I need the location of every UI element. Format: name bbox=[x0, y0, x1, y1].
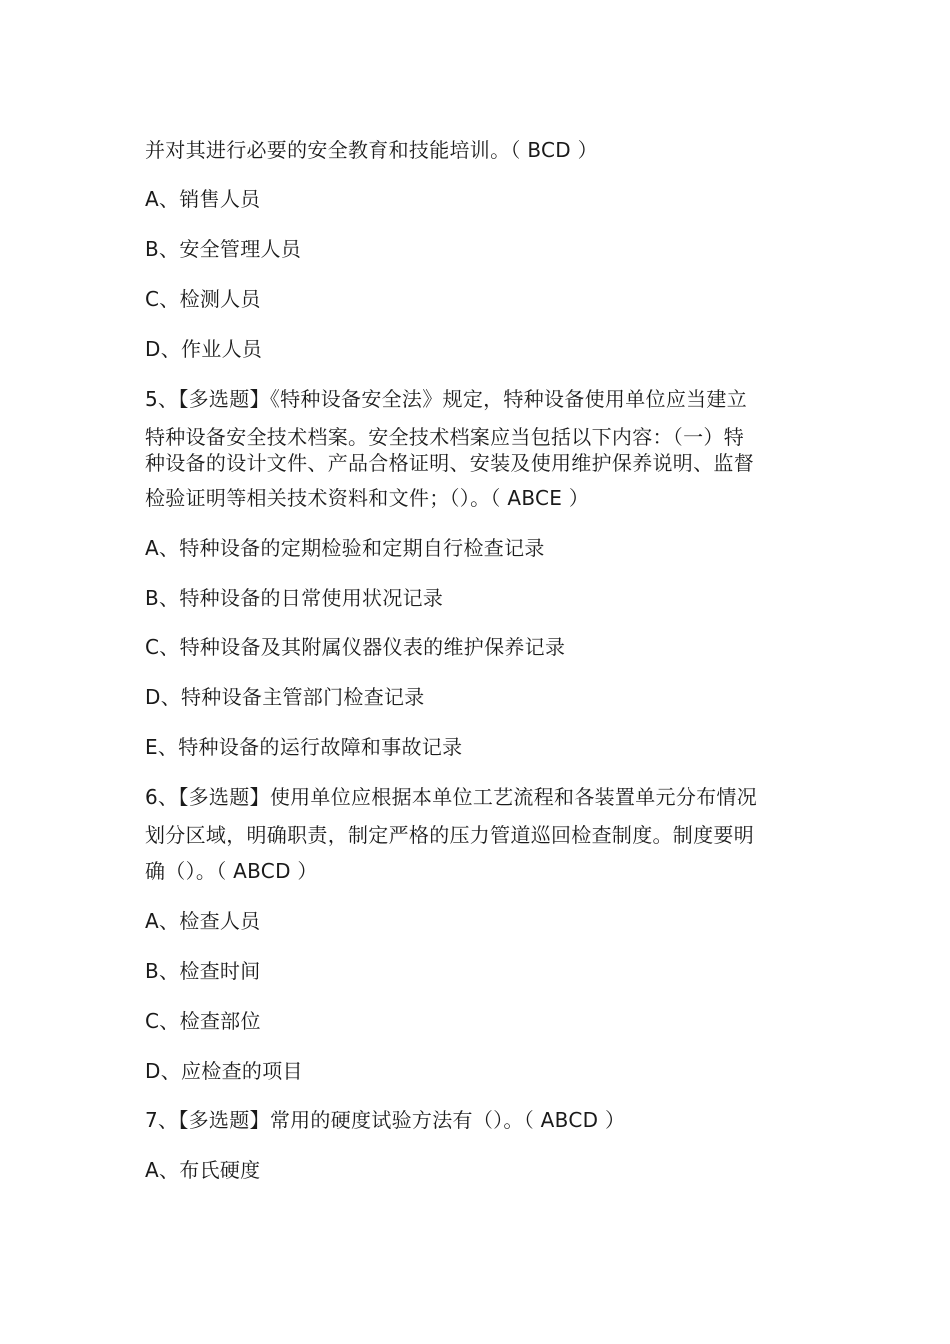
q5-option-d: D、特种设备主管部门检查记录 bbox=[145, 685, 425, 709]
q6-stem-line-1: 6、【多选题】使用单位应根据本单位工艺流程和各装置单元分布情况 bbox=[145, 785, 758, 809]
q5-option-e: E、特种设备的运行故障和事故记录 bbox=[145, 735, 463, 759]
q5-stem-line-2: 特种设备安全技术档案。安全技术档案应当包括以下内容：（一）特 bbox=[145, 425, 744, 449]
q7-option-a: A、布氏硬度 bbox=[145, 1158, 261, 1182]
q5-option-a: A、特种设备的定期检验和定期自行检查记录 bbox=[145, 536, 545, 560]
q4-option-a: A、销售人员 bbox=[145, 187, 261, 211]
q6-stem-line-3: 确（）。（ ABCD ） bbox=[145, 859, 318, 883]
q4-stem-continuation: 并对其进行必要的安全教育和技能培训。（ BCD ） bbox=[145, 138, 598, 162]
q6-option-a: A、检查人员 bbox=[145, 909, 261, 933]
q6-option-d: D、应检查的项目 bbox=[145, 1059, 303, 1083]
q5-stem-line-4: 检验证明等相关技术资料和文件；（）。（ ABCE ） bbox=[145, 486, 590, 510]
q4-option-b: B、安全管理人员 bbox=[145, 237, 302, 261]
q6-stem-line-2: 划分区域，明确职责，制定严格的压力管道巡回检查制度。制度要明 bbox=[145, 823, 754, 847]
q5-stem-line-1: 5、【多选题】《特种设备安全法》规定，特种设备使用单位应当建立 bbox=[145, 387, 748, 411]
q6-option-c: C、检查部位 bbox=[145, 1009, 261, 1033]
q4-option-c: C、检测人员 bbox=[145, 287, 261, 311]
q5-option-b: B、特种设备的日常使用状况记录 bbox=[145, 586, 444, 610]
q7-stem: 7、【多选题】常用的硬度试验方法有（）。（ ABCD ） bbox=[145, 1108, 626, 1132]
q5-option-c: C、特种设备及其附属仪器仪表的维护保养记录 bbox=[145, 635, 566, 659]
q4-option-d: D、作业人员 bbox=[145, 337, 263, 361]
q5-stem-line-3: 种设备的设计文件、产品合格证明、安装及使用维护保养说明、监督 bbox=[145, 451, 754, 475]
q6-option-b: B、检查时间 bbox=[145, 959, 261, 983]
